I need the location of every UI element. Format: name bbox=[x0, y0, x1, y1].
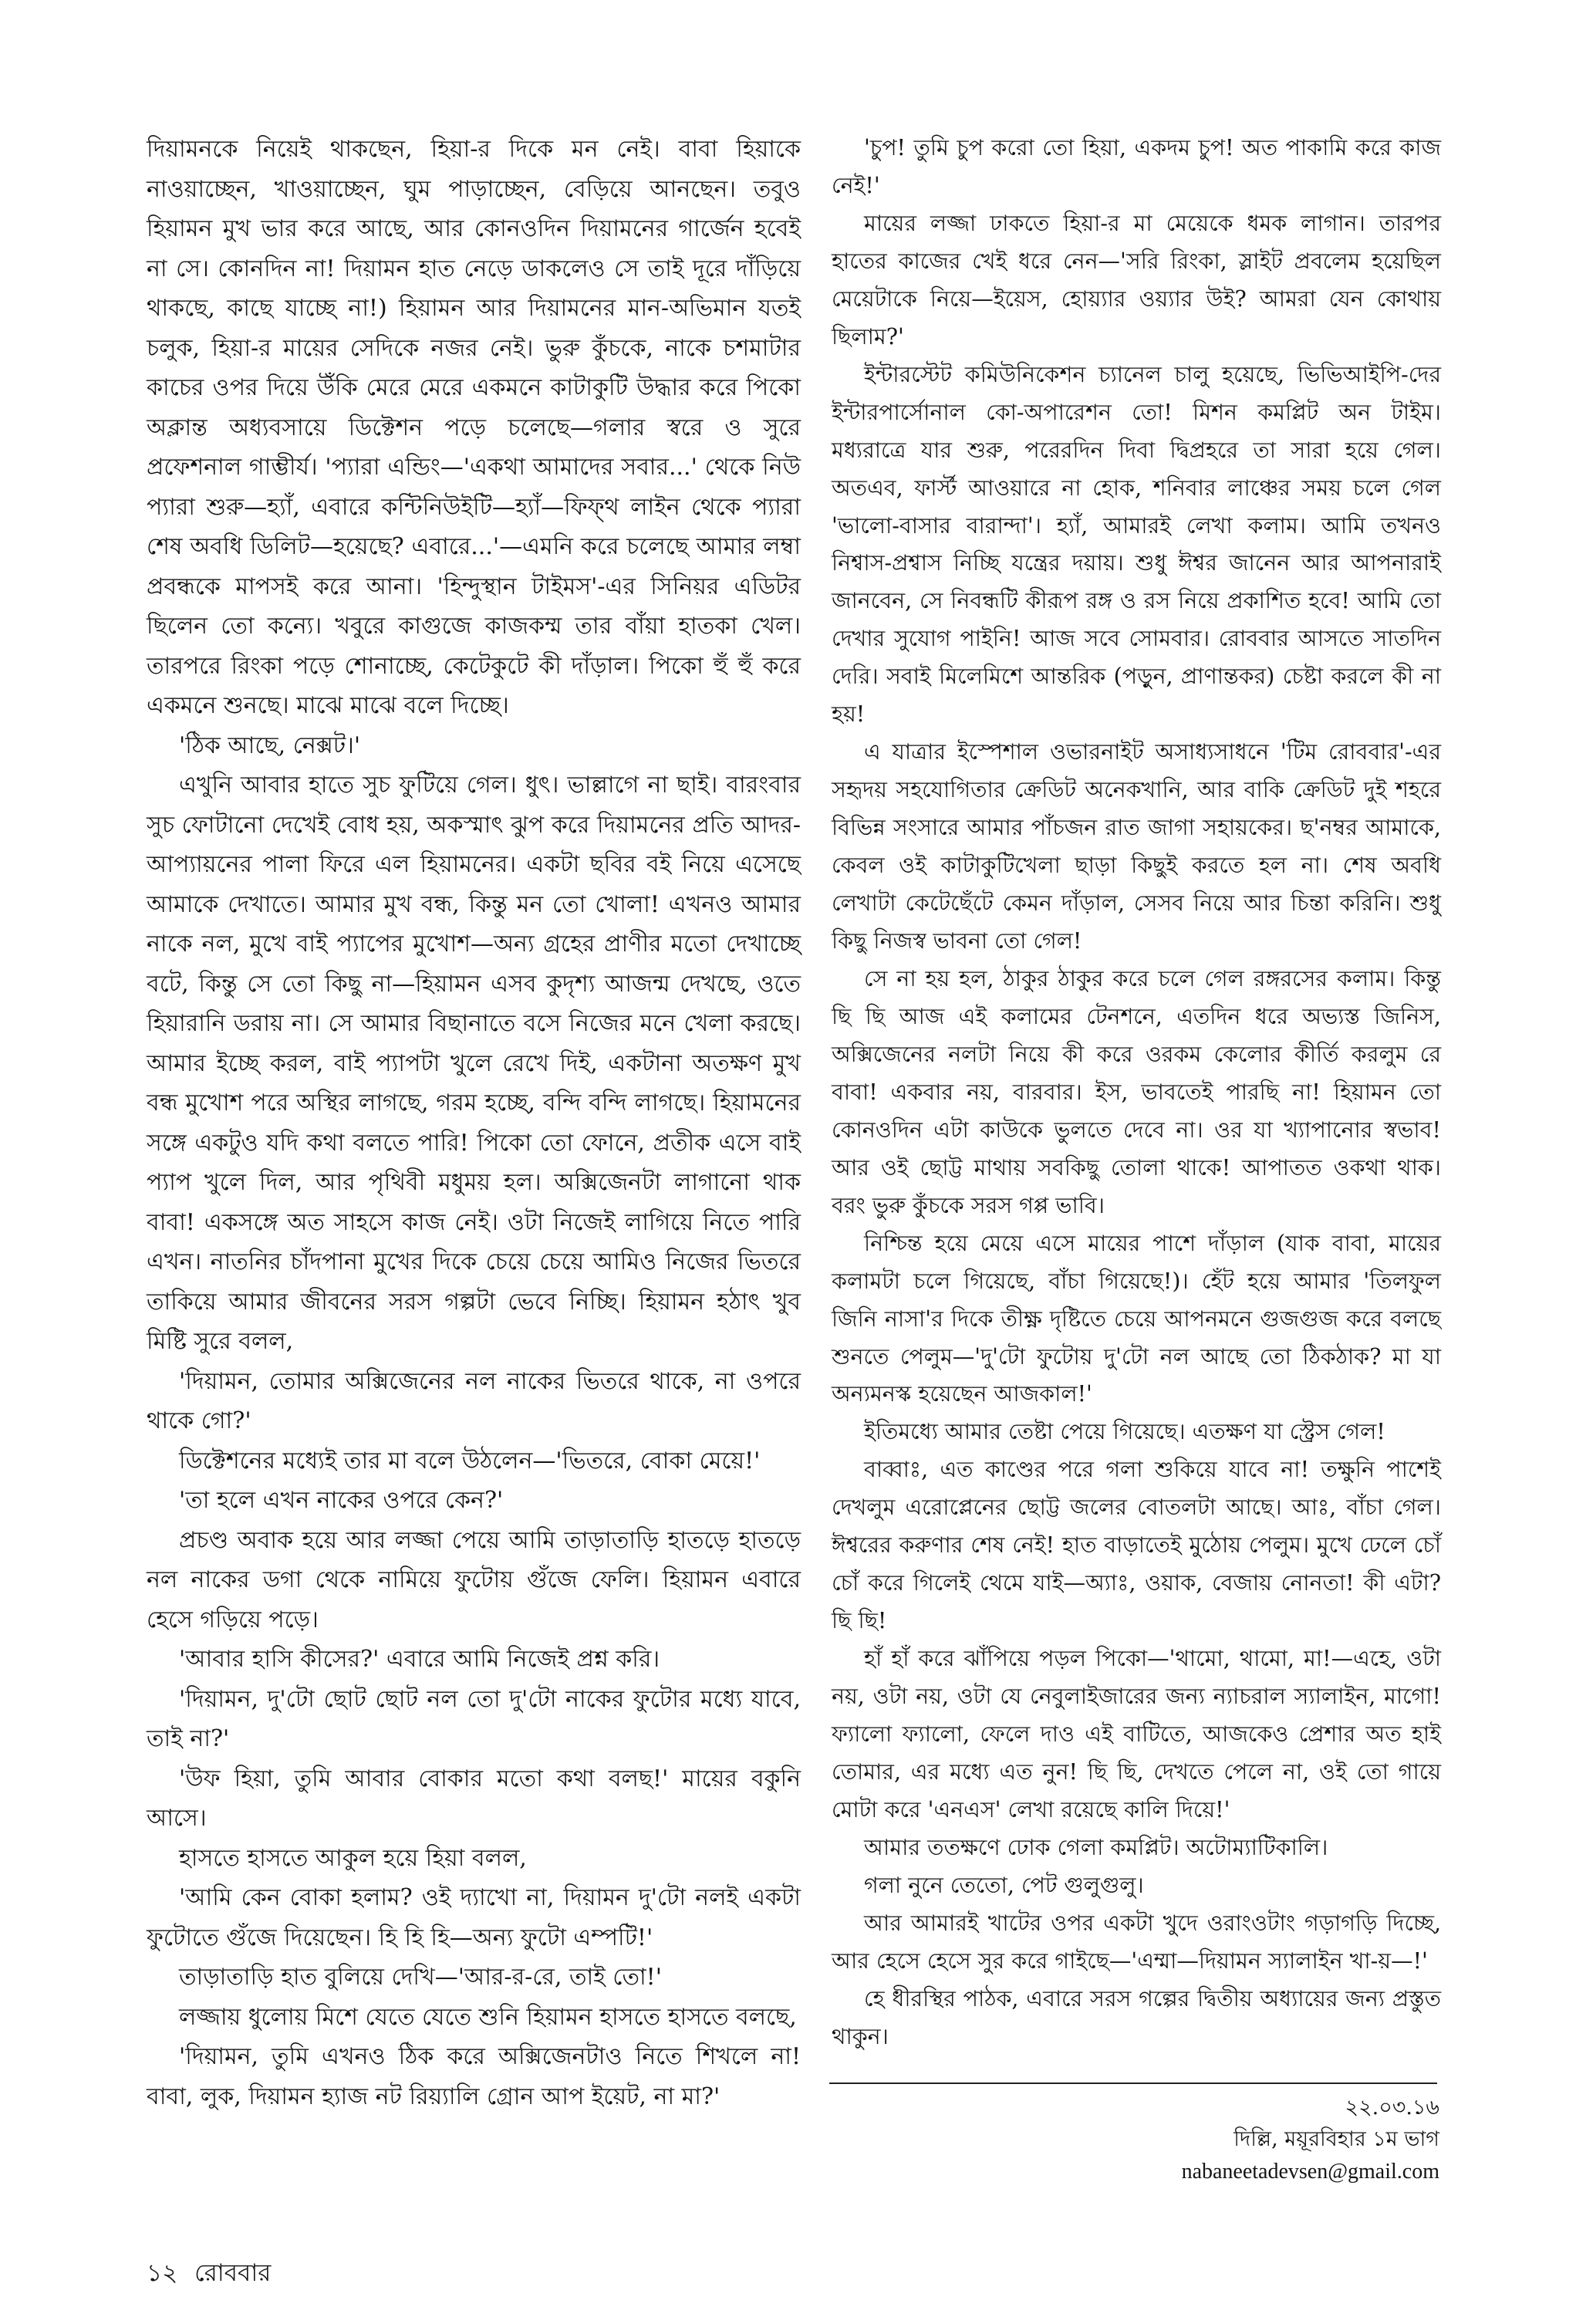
paragraph: 'দিয়ামন, দু'টো ছোট ছোট নল তো দু'টো নাকের ফুটোর মধ্যে যাবে, তাই না?' bbox=[147, 1685, 801, 1752]
paragraph: প্রচণ্ড অবাক হয়ে আর লজ্জা পেয়ে আমি তাড়াতাড়ি হাতড়ে হাতড়ে নল নাকের ডগা থেকে নামিয়ে ফুটোয় গুঁজে ফেলি। হিয়ামন এবারে হেসে গড়িয়ে পড়ে। bbox=[147, 1526, 801, 1633]
paragraph: গলা নুনে তেতো, পেট গুলুগুলু। bbox=[864, 1872, 1144, 1898]
paragraph: তাড়াতাড়ি হাত বুলিয়ে দেখি—'আর-র-রে, তাই তো!' bbox=[179, 1964, 662, 1991]
right-column bbox=[832, 130, 1441, 2056]
paragraph: দিয়ামনকে নিয়েই থাকছেন, হিয়া-র দিকে মন নেই। বাবা হিয়াকে নাওয়াচ্ছেন, খাওয়াচ্ছেন, ঘুম পাড়াচ্ছেন, বেড়িয়ে আনছেন। তবুও হিয়ামন মুখ ভার করে আছে, আর কোনওদিন দিয়ামনের গার্জেন হবেই না সে। কোনদিন না! দিয়ামন হাত নেড়ে ডাকলেও সে তাই দূরে দাঁড়িয়ে থাকছে, কাছে যাচ্ছে না!) হিয়ামন আর দিয়ামনের মান-অভিমান যতই চলুক, হিয়া-র মায়ের সেদিকে নজর নেই। ভুরু কুঁচকে, নাকে চশমাটার কাচের ওপর দিয়ে উঁকি মেরে মেরে একমনে কাটাকুটি উদ্ধার করে পিকো অক্লান্ত অধ্যবসায়ে ডিক্টেশন পড়ে চলেছে—গলার স্বরে ও সুরে প্রফেশনাল গাম্ভীর্য। 'প্যারা এন্ডিং—'একথা আমাদের সবার...' থেকে নিউ প্যারা শুরু—হ্যাঁ, এবারে কন্টিনিউইটি—হ্যাঁ—ফিফ্থ লাইন থেকে প্যারা শেষ অবধি ডিলিট—হয়েছে? এবারে...'—এমনি করে চলেছে আমার লম্বা প্রবন্ধকে মাপসই করে আনা। 'হিন্দুস্থান টাইমস'-এর সিনিয়র এডিটর ছিলেন তো কন্যে। খবুরে কাগুজে কাজকম্ম তার বাঁয়া হাতকা খেল। তারপরে রিংকা পড়ে শোনাচ্ছে, কেটেকুটে কী দাঁড়াল। পিকো হুঁ হুঁ করে একমনে শুনছে। মাঝে মাঝে বলে দিচ্ছে। bbox=[147, 136, 801, 719]
author-email: nabaneetadevsen@gmail.com bbox=[1181, 2160, 1439, 2184]
paragraph: এখুনি আবার হাতে সুচ ফুটিয়ে গেল। ধুৎ। ভাল্লাগে না ছাই। বারংবার সুচ ফোটানো দেখেই বোধ হয়, অকস্মাৎ ঝুপ করে দিয়ামনের প্রতি আদর-আপ্যায়নের পালা ফিরে এল হিয়ামনের। একটা ছবির বই নিয়ে এসেছে আমাকে দেখাতে। আমার মুখ বন্ধ, কিন্তু মন তো খোলা! এখনও আমার নাকে নল, মুখে বাই প্যাপের মুখোশ—অন্য গ্রহের প্রাণীর মতো দেখাচ্ছে বটে, কিন্তু সে তো কিছু না—হিয়ামন এসব কুদৃশ্য আজন্ম দেখছে, ওতে হিয়ারানি ডরায় না। সে আমার বিছানাতে বসে নিজের মনে খেলা করছে। আমার ইচ্ছে করল, বাই প্যাপটা খুলে রেখে দিই, একটানা অতক্ষণ মুখ বন্ধ মুখোশ পরে অস্থির লাগছে, গরম হচ্ছে, বন্দি বন্দি লাগছে। হিয়ামনের সঙ্গে একটুও যদি কথা বলতে পারি! পিকো তো ফোনে, প্রতীক এসে বাই প্যাপ খুলে দিল, আর পৃথিবী মধুময় হল। অক্সিজেনটা লাগানো থাক বাবা! একসঙ্গে অত সাহসে কাজ নেই। ওটা নিজেই লাগিয়ে নিতে পারি এখন। নাতনির চাঁদপানা মুখের দিকে চেয়ে চেয়ে আমিও নিজের ভিতরে তাকিয়ে আমার জীবনের সরস গল্পটা ভেবে নিচ্ছি। হিয়ামন হঠাৎ খুব মিষ্টি সুরে বলল, bbox=[147, 772, 801, 1355]
signature-divider bbox=[829, 2082, 1437, 2084]
left-column bbox=[147, 130, 801, 2116]
paragraph: 'ঠিক আছে, নেক্সট।' bbox=[179, 731, 361, 759]
paragraph: আর আমারই খাটের ওপর একটা খুদে ওরাংওটাং গড়াগড়ি দিচ্ছে, আর হেসে হেসে সুর করে গাইছে—'এম্মা—দিয়ামন স্যালাইন খা-য়—!' bbox=[832, 1910, 1441, 1974]
paragraph: 'দিয়ামন, তুমি এখনও ঠিক করে অক্সিজেনটাও নিতে শিখলে না! বাবা, লুক, দিয়ামন হ্যাজ নট রিয়্যালি গ্রোন আপ ইয়েট, না মা?' bbox=[147, 2043, 801, 2110]
paragraph: 'চুপ! তুমি চুপ করো তো হিয়া, একদম চুপ! অত পাকামি করে কাজ নেই!' bbox=[832, 135, 1441, 198]
paragraph: হে ধীরস্থির পাঠক, এবারে সরস গল্পের দ্বিতীয় অধ্যায়ের জন্য প্রস্তুত থাকুন। bbox=[832, 1985, 1441, 2049]
magazine-name: রোববার bbox=[194, 2259, 272, 2287]
paragraph: বাব্বাঃ, এত কাণ্ডের পরে গলা শুকিয়ে যাবে না! তক্ষুনি পাশেই দেখলুম এরোপ্লেনের ছোট্ট জলের বোতলটা আছে। আঃ, বাঁচা গেল। ঈশ্বরের করুণার শেষ নেই! হাত বাড়াতেই মুঠোয় পেলুম। মুখে ঢেলে চোঁ চোঁ করে গিলেই থেমে যাই—অ্যাঃ, ওয়াক, বেজায় নোনতা! কী এটা? ছি ছি! bbox=[832, 1457, 1441, 1634]
paragraph: মায়ের লজ্জা ঢাকতে হিয়া-র মা মেয়েকে ধমক লাগান। তারপর হাতের কাজের খেই ধরে নেন—'সরি রিংকা, স্লাইট প্রবলেম হয়েছিল মেয়েটাকে নিয়ে—ইয়েস, হোয়্যার ওয়্যার উই? আমরা যেন কোথায় ছিলাম?' bbox=[832, 210, 1441, 350]
paragraph: আমার ততক্ষণে ঢোক গেলা কমপ্লিট। অটোম্যাটিকালি। bbox=[864, 1834, 1328, 1860]
paragraph: লজ্জায় ধুলোয় মিশে যেতে যেতে শুনি হিয়ামন হাসতে হাসতে বলছে, bbox=[179, 2003, 797, 2031]
paragraph: 'উফ হিয়া, তুমি আবার বোকার মতো কথা বলছ!' মায়ের বকুনি আসে। bbox=[147, 1765, 801, 1832]
paragraph: ডিক্টেশনের মধ্যেই তার মা বলে উঠলেন—'ভিতরে, বোকা মেয়ে!' bbox=[179, 1447, 761, 1474]
paragraph: 'আবার হাসি কীসের?' এবারে আমি নিজেই প্রশ্ন করি। bbox=[179, 1646, 660, 1673]
signature-place: দিল্লি, ময়ূরবিহার ১ম ভাগ bbox=[1233, 2127, 1439, 2151]
paragraph: 'আমি কেন বোকা হলাম? ওই দ্যাখো না, দিয়ামন দু'টো নলই একটা ফুটোতে গুঁজে দিয়েছেন। হি হি হি—অন্য ফুটো এম্পটি!' bbox=[147, 1884, 801, 1951]
paragraph: ইতিমধ্যে আমার তেষ্টা পেয়ে গিয়েছে। এতক্ষণ যা স্ট্রেস গেল! bbox=[864, 1419, 1385, 1445]
signature-date: ২২.০৩.১৬ bbox=[1345, 2096, 1439, 2120]
paragraph: নিশ্চিন্ত হয়ে মেয়ে এসে মায়ের পাশে দাঁড়াল (যাক বাবা, মায়ের কলামটা চলে গিয়েছে, বাঁচা গিয়েছে!)। হেঁট হয়ে আমার 'তিলফুল জিনি নাসা'র দিকে তীক্ষ্ণ দৃষ্টিতে চেয়ে আপনমনে গুজগুজ করে বলছে শুনতে পেলুম—'দু'টো ফুটোয় দু'টো নল আছে তো ঠিকঠাক? মা যা অন্যমনস্ক হয়েছেন আজকাল!' bbox=[832, 1230, 1441, 1407]
page-number: ১২ bbox=[147, 2259, 178, 2287]
paragraph: হাঁ হাঁ করে ঝাঁপিয়ে পড়ল পিকো—'থামো, থামো, মা!—এহে, ওটা নয়, ওটা নয়, ওটা যে নেবুলাইজারের জন্য ন্যাচরাল স্যালাইন, মাগো! ফ্যালো ফ্যালো, ফেলে দাও এই বাটিতে, আজকেও প্রেশার অত হাই তোমার, এর মধ্যে এত নুন! ছি ছি, দেখতে পেলে না, ওই তো গায়ে মোটা করে 'এনএস' লেখা রয়েছে কালি দিয়ে!' bbox=[832, 1646, 1441, 1822]
paragraph: ইন্টারস্টেট কমিউনিকেশন চ্যানেল চালু হয়েছে, ভিভিআইপি-দের ইন্টারপার্সোনাল কো-অপারেশন তো! মিশন কমপ্লিট অন টাইম। মধ্যরাত্রে যার শুরু, পরেরদিন দিবা দ্বিপ্রহরে তা সারা হয়ে গেল। অতএব, ফার্স্ট আওয়ারে না হোক, শনিবার লাঞ্চের সময় চলে গেল 'ভালো-বাসার বারান্দা'। হ্যাঁ, আমারই লেখা কলাম। আমি তখনও নিশ্বাস-প্রশ্বাস নিচ্ছি যন্ত্রের দয়ায়। শুধু ঈশ্বর জানেন আর আপনারাই জানবেন, সে নিবন্ধটি কীরূপ রঙ্গ ও রস নিয়ে প্রকাশিত হবে! আমি তো দেখার সুযোগ পাইনি! আজ সবে সোমবার। রোববার আসতে সাতদিন দেরি। সবাই মিলেমিশে আন্তরিক (পড়ুন, প্রাণান্তকর) চেষ্টা করলে কী না হয়! bbox=[832, 361, 1441, 728]
paragraph: 'তা হলে এখন নাকের ওপরে কেন?' bbox=[179, 1487, 504, 1514]
page-footer bbox=[147, 2258, 271, 2289]
paragraph: এ যাত্রার ইস্পেশাল ওভারনাইট অসাধ্যসাধনে 'টিম রোববার'-এর সহৃদয় সহযোগিতার ক্রেডিট অনেকখানি, আর বাকি ক্রেডিট দুই শহরে বিভিন্ন সংসারে আমার পাঁচজন রাত জাগা সহায়কের। ছ'নম্বর আমাকে, কেবল ওই কাটাকুটিখেলা ছাড়া কিছুই করতে হল না। শেষ অবধি লেখাটা কেটেছেঁটে কেমন দাঁড়াল, সেসব নিয়ে আর চিন্তা করিনি। শুধু কিছু নিজস্ব ভাবনা তো গেল! bbox=[832, 739, 1441, 954]
paragraph: হাসতে হাসতে আকুল হয়ে হিয়া বলল, bbox=[179, 1844, 527, 1872]
paragraph: 'দিয়ামন, তোমার অক্সিজেনের নল নাকের ভিতরে থাকে, না ওপরে থাকে গো?' bbox=[147, 1367, 801, 1434]
paragraph: সে না হয় হল, ঠাকুর ঠাকুর করে চলে গেল রঙ্গরসের কলাম। কিন্তু ছি ছি আজ এই কলামের টেনশনে, এতদিন ধরে অভ্যস্ত জিনিস, অক্সিজেনের নলটা নিয়ে কী করে ওরকম কেলোর কীর্তি করলুম রে বাবা! একবার নয়, বারবার। ইস, ভাবতেই পারছি না! হিয়ামন তো কোনওদিন এটা কাউকে ভুলতে দেবে না। ওর যা খ্যাপানোর স্বভাব! আর ওই ছোট্ট মাথায় সবকিছু তোলা থাকে! আপাতত ওকথা থাক। বরং ভুরু কুঁচকে সরস গপ্প ভাবি। bbox=[832, 965, 1441, 1218]
